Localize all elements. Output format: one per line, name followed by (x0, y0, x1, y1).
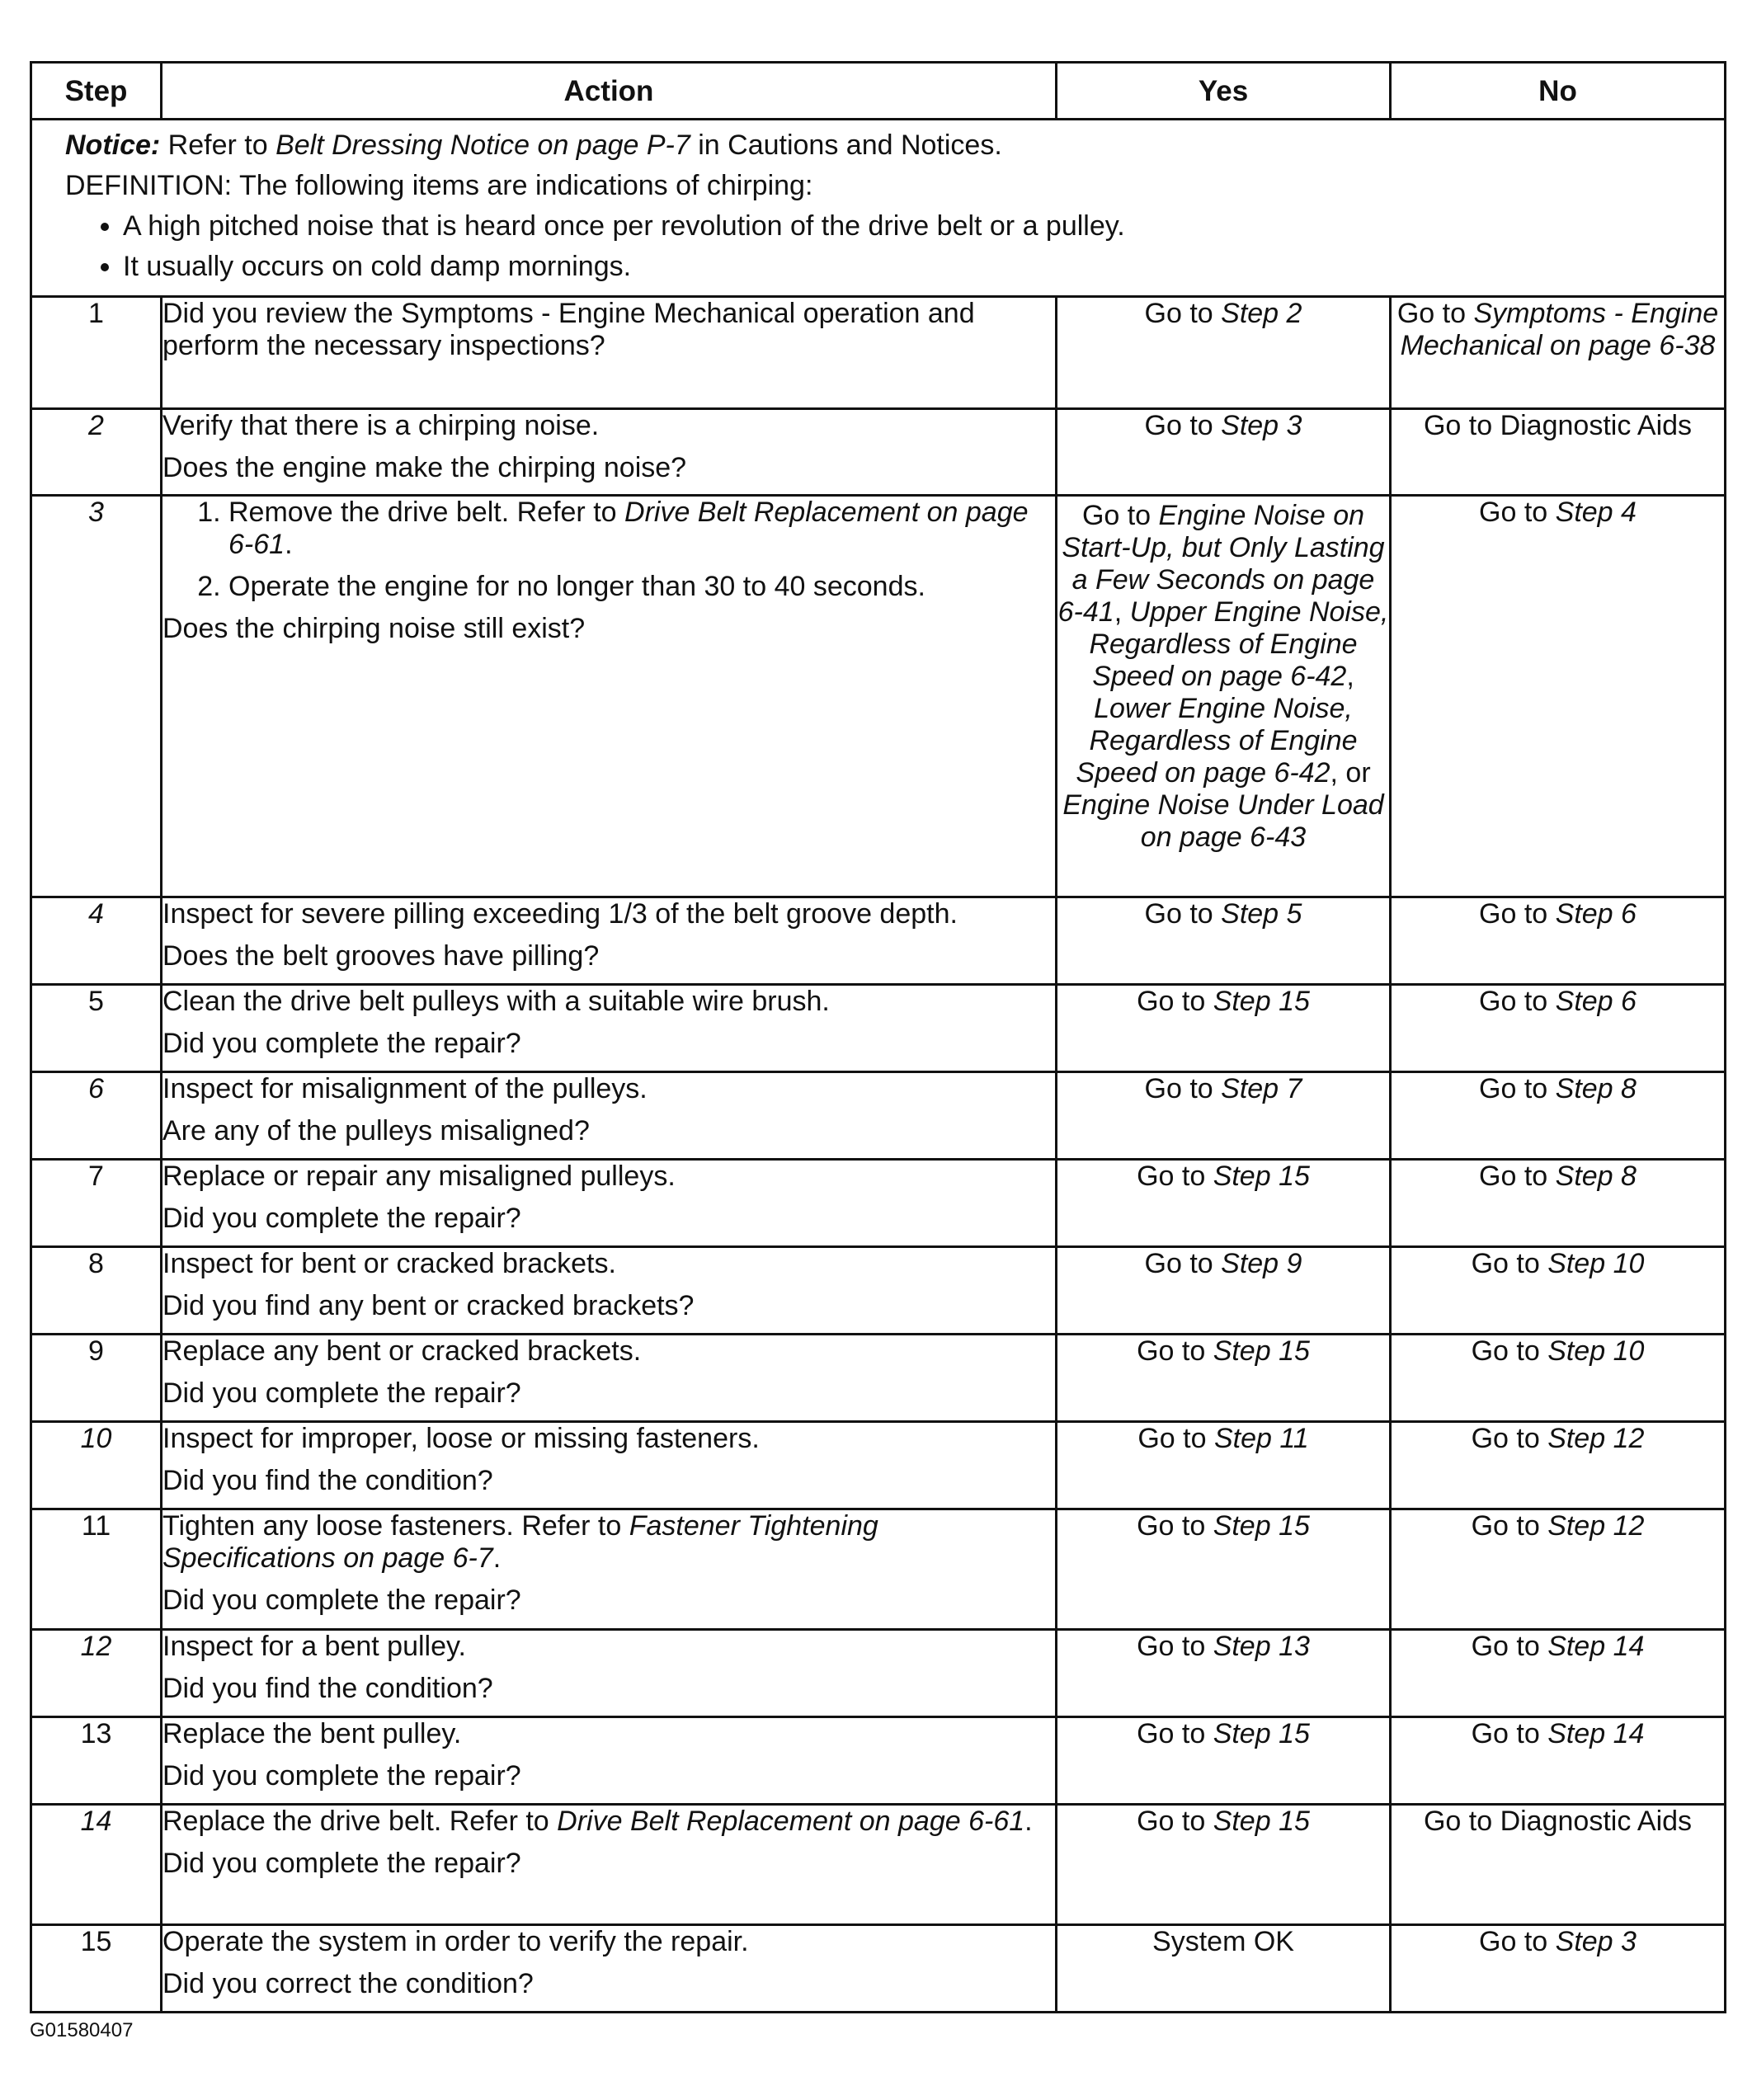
no-text: Go to (1479, 1926, 1556, 1957)
definition-bullet: • It usually occurs on cold damp mornings. (123, 247, 1711, 287)
no-ref: Step 6 (1555, 898, 1637, 930)
action-question: Did you find any bent or cracked brackets? (162, 1290, 695, 1321)
yes-text: Go to (1137, 1510, 1213, 1542)
no-cell (1391, 1335, 1726, 1422)
action-cell (162, 496, 1057, 897)
yes-text: , (1346, 661, 1354, 692)
action-instruction (162, 1510, 1055, 1575)
header-yes: Yes (1057, 63, 1391, 120)
yes-ref: Step 7 (1221, 1073, 1302, 1104)
yes-ref: Engine Noise on Start-Up, but Only Lasting a Few Seconds on page 6-41 (1057, 500, 1385, 628)
no-text: Go to (1479, 898, 1556, 930)
step-number: 7 (31, 1160, 162, 1247)
no-cell (1391, 1160, 1726, 1247)
no-cell: Go to Diagnostic Aids (1391, 409, 1726, 496)
step-number: 3 (31, 496, 162, 897)
step-number: 2 (31, 409, 162, 496)
yes-text: , or (1330, 757, 1371, 789)
action-cell (162, 409, 1057, 496)
step-row (31, 1247, 1726, 1335)
header-step: Step (31, 63, 162, 120)
yes-cell (1057, 1335, 1391, 1422)
action-question: Did you complete the repair? (162, 1028, 521, 1059)
action-cell (162, 1509, 1057, 1630)
action-question: Did you complete the repair? (162, 1377, 521, 1409)
no-ref: Step 6 (1555, 986, 1637, 1017)
header-no: No (1391, 63, 1726, 120)
yes-text: Go to (1137, 1423, 1214, 1454)
step-number: 11 (31, 1509, 162, 1630)
action-question: Did you complete the repair? (162, 1760, 521, 1792)
action-instruction: Replace the bent pulley. (162, 1718, 462, 1749)
action-question: Does the belt grooves have pilling? (162, 940, 600, 972)
action-question: Did you complete the repair? (162, 1584, 521, 1616)
yes-cell (1057, 496, 1391, 897)
step-number: 13 (31, 1717, 162, 1805)
yes-text: Go to (1137, 1631, 1213, 1662)
action-question: Does the engine make the chirping noise? (162, 452, 687, 483)
no-cell (1391, 985, 1726, 1072)
header-action: Action (162, 63, 1057, 120)
action-step-text-end: . (285, 529, 293, 560)
yes-ref: Engine Noise Under Load on page 6-43 (1062, 789, 1384, 853)
action-cell (162, 1335, 1057, 1422)
no-cell (1391, 897, 1726, 985)
notice-line (65, 125, 1711, 166)
step-row (31, 496, 1726, 897)
action-instruction: Inspect for a bent pulley. (162, 1631, 466, 1662)
action-instruction: Inspect for severe pilling exceeding 1/3 of the belt groove depth. (162, 898, 958, 930)
action-question: Does the chirping noise still exist? (162, 613, 586, 644)
no-text: Go to (1471, 1248, 1548, 1279)
action-instruction (162, 1806, 1055, 1838)
yes-cell (1057, 1805, 1391, 1925)
action-cell (162, 1072, 1057, 1160)
no-text: Go to (1471, 1631, 1548, 1662)
action-cell (162, 1247, 1057, 1335)
step-number: 14 (31, 1805, 162, 1925)
no-text: Go to (1471, 1718, 1548, 1749)
yes-text: Go to (1137, 1335, 1213, 1367)
action-steps-list (162, 497, 1055, 603)
no-cell (1391, 1717, 1726, 1805)
header-row (31, 63, 1726, 120)
step-number: 9 (31, 1335, 162, 1422)
step-row (31, 1335, 1726, 1422)
yes-text: Go to (1137, 986, 1213, 1017)
yes-cell: System OK (1057, 1925, 1391, 2013)
no-ref: Step 3 (1555, 1926, 1637, 1957)
step-number: 5 (31, 985, 162, 1072)
action-step-text: Remove the drive belt. Refer to (228, 497, 625, 528)
yes-ref: Lower Engine Noise, Regardless of Engine Speed on page 6-42 (1076, 693, 1358, 789)
yes-ref: Upper Engine Noise, Regardless of Engine Speed on page 6-42 (1089, 596, 1389, 692)
step-row (31, 1072, 1726, 1160)
step-row (31, 1422, 1726, 1509)
notice-row (31, 120, 1726, 297)
yes-text: Go to (1137, 1161, 1213, 1192)
yes-text: Go to (1144, 410, 1222, 441)
step-row (31, 1160, 1726, 1247)
no-ref: Step 8 (1555, 1161, 1637, 1192)
yes-ref: Step 9 (1221, 1248, 1302, 1279)
yes-ref: Step 2 (1221, 298, 1302, 329)
yes-cell (1057, 1422, 1391, 1509)
step-row (31, 1717, 1726, 1805)
no-cell (1391, 1422, 1726, 1509)
action-cell (162, 1630, 1057, 1717)
step-number: 15 (31, 1925, 162, 2013)
no-ref: Step 8 (1555, 1073, 1637, 1104)
step-row (31, 409, 1726, 496)
action-question: Did you find the condition? (162, 1465, 493, 1496)
no-cell (1391, 1072, 1726, 1160)
action-question: Did you correct the condition? (162, 1968, 534, 1999)
yes-ref: Step 15 (1213, 986, 1310, 1017)
action-question: Are any of the pulleys misaligned? (162, 1115, 590, 1147)
no-ref: Step 12 (1547, 1510, 1645, 1542)
action-step-item: 2. Operate the engine for no longer than 30 to 40 seconds. (228, 571, 1055, 603)
definition-bullet: • A high pitched noise that is heard once per revolution of the drive belt or a pulley. (123, 206, 1711, 247)
no-ref: Step 10 (1547, 1248, 1645, 1279)
action-text: Replace the drive belt. Refer to (162, 1806, 558, 1837)
no-cell (1391, 1509, 1726, 1630)
yes-ref: Step 13 (1213, 1631, 1310, 1662)
action-instruction: Operate the system in order to verify the repair. (162, 1926, 749, 1957)
action-text-end: . (492, 1542, 502, 1574)
step-row (31, 897, 1726, 985)
notice-link: Belt Dressing Notice on page P-7 (276, 129, 690, 161)
action-cell (162, 897, 1057, 985)
step-number: 1 (31, 297, 162, 409)
action-cell (162, 1160, 1057, 1247)
action-ref: Fastener Tightening Specifications on page 6-7 (162, 1510, 878, 1574)
action-question: Did you complete the repair? (162, 1203, 521, 1234)
step-number: 6 (31, 1072, 162, 1160)
no-text: Go to (1396, 298, 1474, 329)
action-cell (162, 1422, 1057, 1509)
step-row (31, 985, 1726, 1072)
action-instruction: Replace or repair any misaligned pulleys. (162, 1161, 676, 1192)
yes-text: Go to (1081, 500, 1159, 531)
notice-cell (31, 120, 1726, 297)
yes-cell (1057, 297, 1391, 409)
notice-label: Notice: (65, 129, 161, 161)
yes-ref: Step 5 (1221, 898, 1302, 930)
yes-cell (1057, 1509, 1391, 1630)
diagnostic-table (30, 61, 1726, 2013)
yes-cell (1057, 1160, 1391, 1247)
no-text: Go to (1479, 1161, 1556, 1192)
no-ref: Step 14 (1547, 1631, 1645, 1662)
no-cell (1391, 1247, 1726, 1335)
no-ref: Symptoms - Engine Mechanical on page 6-38 (1400, 298, 1719, 361)
action-step-item (228, 497, 1055, 561)
step-row (31, 1805, 1726, 1925)
action-cell (162, 985, 1057, 1072)
notice-text-end: in Cautions and Notices. (690, 129, 1002, 161)
yes-ref: Step 15 (1213, 1510, 1310, 1542)
yes-text: Go to (1144, 1073, 1222, 1104)
yes-text: Go to (1144, 1248, 1222, 1279)
step-row (31, 1925, 1726, 2013)
action-cell (162, 1925, 1057, 2013)
no-text: Go to (1471, 1423, 1548, 1454)
yes-text: Go to (1144, 298, 1222, 329)
yes-cell (1057, 897, 1391, 985)
no-ref: Step 14 (1547, 1718, 1645, 1749)
step-number: 12 (31, 1630, 162, 1717)
action-question: Did you complete the repair? (162, 1848, 521, 1879)
step-row (31, 1509, 1726, 1630)
action-instruction: Clean the drive belt pulleys with a suitable wire brush. (162, 986, 830, 1017)
action-cell (162, 1805, 1057, 1925)
no-cell (1391, 1925, 1726, 2013)
action-instruction: Replace any bent or cracked brackets. (162, 1335, 642, 1367)
action-instruction: Inspect for improper, loose or missing fasteners. (162, 1423, 760, 1454)
yes-ref: Step 3 (1221, 410, 1302, 441)
yes-cell (1057, 985, 1391, 1072)
no-ref: Step 10 (1547, 1335, 1645, 1367)
action-text: Tighten any loose fasteners. Refer to (162, 1510, 629, 1542)
yes-cell (1057, 1072, 1391, 1160)
yes-ref: Step 15 (1213, 1718, 1310, 1749)
yes-cell (1057, 1247, 1391, 1335)
figure-id: G01580407 (30, 2019, 134, 2041)
no-cell (1391, 1630, 1726, 1717)
notice-text: Refer to (160, 129, 276, 161)
action-instruction: Inspect for bent or cracked brackets. (162, 1248, 616, 1279)
step-row (31, 297, 1726, 409)
no-text: Go to (1471, 1510, 1548, 1542)
definition-list (65, 206, 1711, 287)
no-ref: Step 4 (1555, 497, 1637, 528)
action-ref: Drive Belt Replacement on page 6-61 (557, 1806, 1025, 1837)
no-text: Go to (1479, 986, 1556, 1017)
action-text-end: . (1024, 1806, 1033, 1837)
yes-ref: Step 11 (1213, 1423, 1309, 1454)
yes-cell (1057, 1630, 1391, 1717)
step-number: 4 (31, 897, 162, 985)
step-row (31, 1630, 1726, 1717)
step-number: 8 (31, 1247, 162, 1335)
yes-text: Go to (1137, 1718, 1213, 1749)
no-cell (1391, 496, 1726, 897)
no-ref: Step 12 (1547, 1423, 1645, 1454)
yes-cell (1057, 409, 1391, 496)
action-cell (162, 1717, 1057, 1805)
yes-ref: Step 15 (1213, 1806, 1310, 1837)
yes-ref: Step 15 (1213, 1161, 1310, 1192)
no-cell (1391, 297, 1726, 409)
action-question: Did you find the condition? (162, 1673, 493, 1704)
yes-text: Go to (1144, 898, 1222, 930)
no-text: Go to (1479, 1073, 1556, 1104)
yes-text: Go to (1137, 1806, 1213, 1837)
yes-cell (1057, 1717, 1391, 1805)
action-instruction: Inspect for misalignment of the pulleys. (162, 1073, 648, 1104)
yes-text: , (1114, 596, 1130, 628)
no-text: Go to (1471, 1335, 1548, 1367)
definition-text: DEFINITION: The following items are indications of chirping: (65, 170, 813, 201)
step-number: 10 (31, 1422, 162, 1509)
yes-ref: Step 15 (1213, 1335, 1310, 1367)
action-instruction: Verify that there is a chirping noise. (162, 410, 600, 441)
action-step-ref: Drive Belt Replacement on page 6-61 (228, 497, 1029, 560)
no-cell: Go to Diagnostic Aids (1391, 1805, 1726, 1925)
action-text: Did you review the Symptoms - Engine Mechanical operation and perform the necessary inspections? (162, 297, 1057, 409)
no-text: Go to (1479, 497, 1556, 528)
